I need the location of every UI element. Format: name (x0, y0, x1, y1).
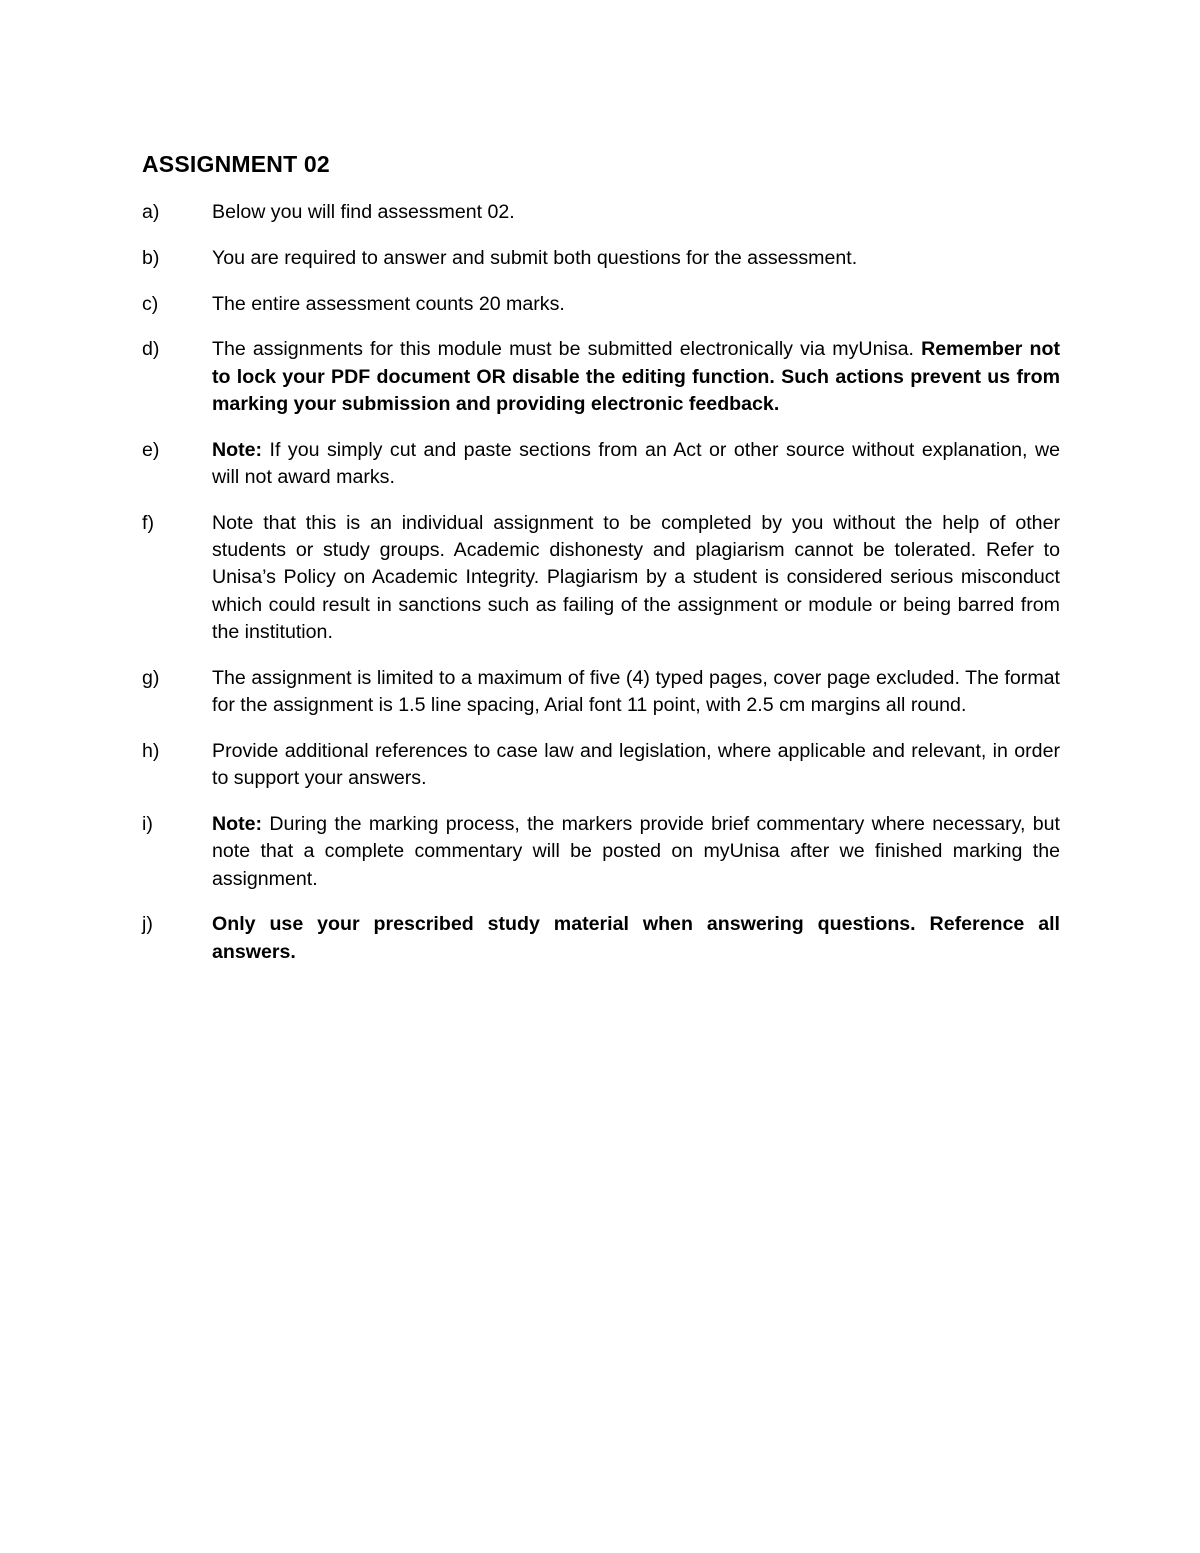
list-marker: j) (142, 913, 153, 936)
list-item-text (212, 437, 1060, 492)
list-marker: c) (142, 292, 159, 315)
instruction-text: Provide additional references to case law and legislation, where applicable and relevant, in order to support your answers. (212, 739, 1060, 790)
list-item-d (142, 336, 1060, 418)
bold-instruction-text: Only use your prescribed study material when answering questions. Reference all answers. (212, 913, 1060, 963)
list-item-text (212, 811, 1060, 893)
list-item-i (142, 811, 1060, 893)
list-item-text (212, 911, 1060, 966)
list-item-f (142, 510, 1060, 646)
list-marker: a) (142, 201, 160, 223)
page-title: ASSIGNMENT 02 (142, 151, 330, 177)
list-item-b (142, 245, 1060, 272)
list-item-text (212, 336, 1060, 418)
list-marker: f) (142, 511, 154, 534)
instruction-text: The assignments for this module must be submitted electronically via myUnisa. (212, 338, 914, 361)
instruction-list (142, 199, 1060, 985)
bold-warning-text: Remember not to lock your PDF document OR disable the editing function. Such actions prevent us from marking your submission and providing electronic feedback. (212, 338, 1061, 415)
list-item-g (142, 665, 1060, 720)
instruction-text: Note that this is an individual assignment to be completed by you without the help of other students or study groups. Academic dishonesty and plagiarism cannot be tolerated. Refer to Unisa’s Policy on Academic Integrity. Plagiarism by a student is considered serious misconduct which could result in sanctions such as failing of the assignment or module or being barred from the institution. (212, 511, 1060, 644)
list-marker: h) (142, 739, 160, 762)
note-label: Note: (212, 813, 263, 836)
list-item-text (212, 510, 1060, 646)
list-item-text (212, 245, 1060, 272)
instruction-text: Below you will find assessment 02. (212, 201, 515, 223)
list-item-text (212, 665, 1060, 720)
note-label: Note: (212, 438, 263, 461)
list-item-j (142, 911, 1060, 966)
list-item-a (142, 199, 1060, 226)
list-marker: i) (142, 813, 153, 836)
list-item-e (142, 437, 1060, 492)
instruction-text: The entire assessment counts 20 marks. (212, 292, 565, 315)
list-item-text (212, 199, 1060, 226)
list-marker: b) (142, 246, 160, 269)
list-marker: e) (142, 438, 160, 461)
instruction-text: During the marking process, the markers provide brief commentary where necessary, but note that a complete commentary will be posted on myUnisa after we finished marking the assignment. (212, 813, 1060, 890)
instruction-text: You are required to answer and submit both questions for the assessment. (212, 246, 858, 269)
instruction-text: If you simply cut and paste sections from an Act or other source without explanation, we will not award marks. (212, 438, 1060, 489)
list-item-c (142, 291, 1060, 318)
list-item-text (212, 291, 1060, 318)
instruction-text: The assignment is limited to a maximum of five (4) typed pages, cover page excluded. The format for the assignment is 1.5 line spacing, Arial font 11 point, with 2.5 cm margins all round. (212, 666, 1060, 717)
list-marker: d) (142, 338, 160, 361)
list-marker: g) (142, 666, 160, 689)
list-item-h (142, 738, 1060, 793)
list-item-text (212, 738, 1060, 793)
